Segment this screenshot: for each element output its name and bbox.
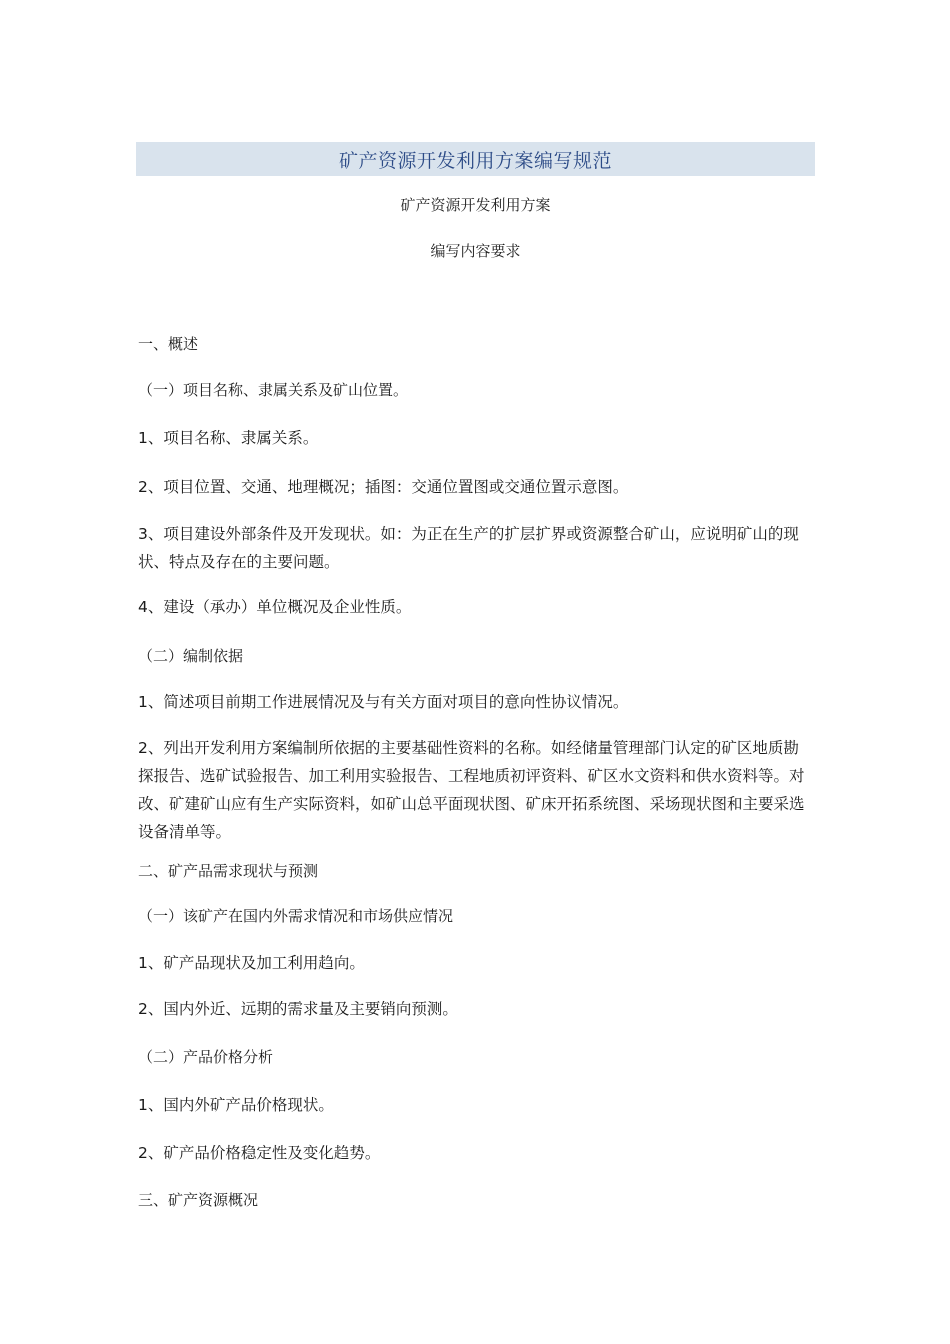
section-heading-demand: 二、矿产品需求现状与预测: [138, 862, 319, 880]
document-subtitle-2: 编写内容要求: [430, 242, 521, 260]
paragraph-item: 1、矿产品现状及加工利用趋向。: [138, 954, 365, 972]
paragraph-item: 2、列出开发利用方案编制所依据的主要基础性资料的名称。如经储量管理部门认定的矿区地质勘探报告、选矿试验报告、加工利用实验报告、工程地质初评资料、矿区水文资料和供水资料等。对改、矿建矿山应有生产实际资料，如矿山总平面现状图、矿床开拓系统图、采场现状图和主要采选设备清单等。: [138, 739, 805, 841]
paragraph-item: 3、项目建设外部条件及开发现状。如：为正在生产的扩层扩界或资源整合矿山，应说明矿山的现状、特点及存在的主要问题。: [138, 525, 799, 571]
paragraph-item: 4、建设（承办）单位概况及企业性质。: [138, 598, 412, 616]
paragraph-item: 2、项目位置、交通、地理概况；插图：交通位置图或交通位置示意图。: [138, 478, 629, 496]
document-subtitle-1: 矿产资源开发利用方案: [400, 196, 551, 214]
paragraph-item: 1、项目名称、隶属关系。: [138, 429, 319, 447]
paragraph-item: 2、矿产品价格稳定性及变化趋势。: [138, 1144, 381, 1162]
subsection-heading-project-name: （一）项目名称、隶属关系及矿山位置。: [138, 381, 409, 399]
paragraph-item: 1、国内外矿产品价格现状。: [138, 1096, 334, 1114]
section-heading-resources: 三、矿产资源概况: [138, 1191, 259, 1209]
section-heading-overview: 一、概述: [138, 335, 199, 353]
subsection-heading-basis: （二）编制依据: [138, 647, 244, 665]
document-title: 矿产资源开发利用方案编写规范: [338, 149, 612, 172]
document-title-bar: [136, 142, 815, 176]
paragraph-item: 2、国内外近、远期的需求量及主要销向预测。: [138, 1000, 458, 1018]
subsection-heading-price: （二）产品价格分析: [138, 1048, 274, 1066]
paragraph-item: 1、简述项目前期工作进展情况及与有关方面对项目的意向性协议情况。: [138, 693, 629, 711]
subsection-heading-market: （一）该矿产在国内外需求情况和市场供应情况: [138, 907, 454, 925]
